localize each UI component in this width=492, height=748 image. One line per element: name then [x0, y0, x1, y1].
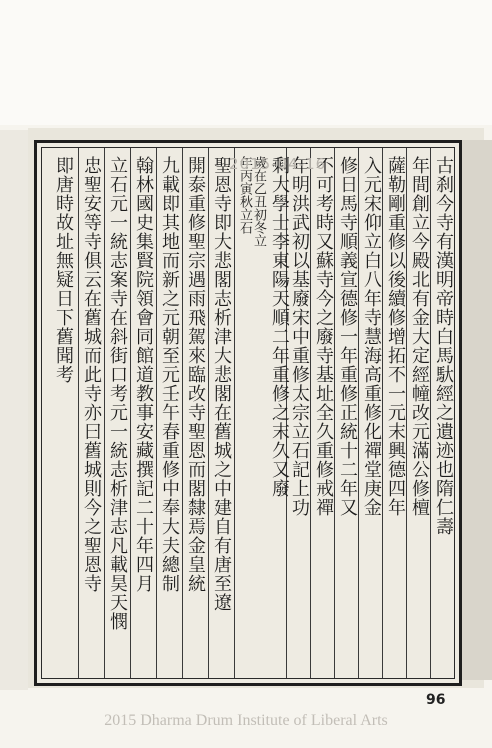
page-number: 96	[426, 692, 446, 708]
text-column-5: 修日馬寺順義宣德修一年重修正統十二年又	[337, 156, 358, 517]
text-column-15: 立石元一統志案寺在斜街口考元一統志析津志凡載昊天憫	[107, 156, 128, 631]
text-column-12: 開泰重修聖宗遇雨飛駕來臨改寺聖恩而閣隸焉金皇統	[185, 156, 206, 593]
text-column-9: 歲在乙丑初冬立	[251, 156, 266, 247]
text-column-4: 入元宋仰立白八年寺慧海高重修化禪堂庚金	[361, 156, 382, 517]
column-rule	[382, 148, 383, 678]
text-column-8: 剩大學士李東陽天順二年重修之末久又廢	[269, 156, 290, 498]
text-column-17: 即唐時故址無疑日下舊聞考	[53, 156, 74, 384]
column-rule	[310, 148, 311, 678]
column-rule	[358, 148, 359, 678]
footer-watermark: 2015 Dharma Drum Institute of Liberal Arts	[104, 712, 388, 729]
column-rule	[104, 148, 105, 678]
column-rule	[130, 148, 131, 678]
column-rule	[182, 148, 183, 678]
text-column-6: 不可考時又蘇寺今之廢寺基址全久重修戒禪	[313, 156, 334, 517]
text-column-16: 忠聖安等寺俱云在舊城而此寺亦曰舊城則今之聖恩寺	[81, 156, 102, 593]
text-column-14: 翰林國史集賢院領會同館道教事安藏撰記二十年四月	[133, 156, 154, 593]
text-frame	[34, 140, 462, 686]
text-column-10: 年丙寅秋立石	[237, 156, 252, 234]
text-column-1: 古刹今寺有漢明帝時白馬馱經之遺迹也隋仁壽	[433, 156, 454, 536]
text-column-2: 年間創立今殿北有金大定經幢改元滿公修檀	[409, 156, 430, 517]
page-top-margin	[0, 0, 492, 125]
column-rule	[156, 148, 157, 678]
inner-border	[41, 147, 455, 679]
column-rule	[406, 148, 407, 678]
page-left-margin	[0, 130, 28, 690]
text-column-3: 薩勒剛重修以後續修增拓不一元末興德四年	[385, 156, 406, 517]
text-column-13: 九載即其地而新之元朝至元壬午春重修中奉大夫總制	[159, 156, 180, 593]
column-rule	[208, 148, 209, 678]
text-column-7: 年明洪武初以基廢宋中重修太宗立石記上功	[289, 156, 310, 517]
text-column-11: 聖恩寺即大悲閣志析津大悲閣在舊城之中建自有唐至遼	[211, 156, 232, 612]
column-rule	[334, 148, 335, 678]
column-rule	[78, 148, 79, 678]
column-rule	[234, 148, 235, 678]
date-watermark: 2015-04-16	[229, 155, 327, 173]
column-rule	[430, 148, 431, 678]
